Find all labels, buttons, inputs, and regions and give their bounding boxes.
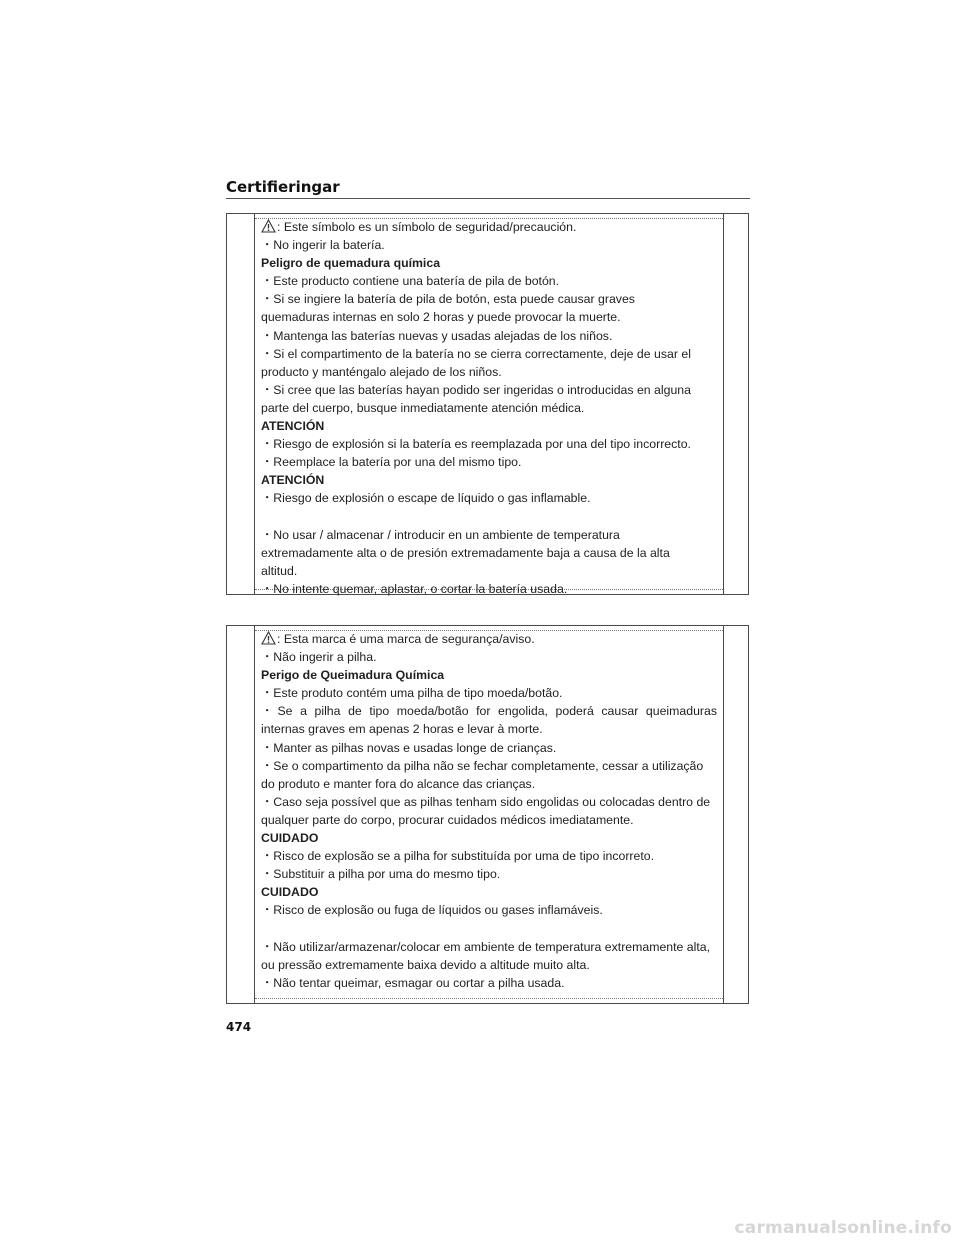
paragraph-gap [261,920,717,938]
section-divider [226,198,750,199]
text-line-content: extremadamente alta o de presión extremadamente baja a causa de la alta [261,545,670,560]
text-line-content: ・Riesgo de explosión si la batería es reemplazada por una del tipo incorrecto. [261,437,691,452]
text-line-content: ・Riesgo de explosión o escape de líquido o gas inflamable. [261,491,591,506]
warning-heading [261,829,717,847]
text-line-content: ATENCIÓN [261,419,325,434]
text-line-content: ・Este producto contiene una batería de pila de botón. [261,274,560,289]
text-line-content: ・Risco de explosão ou fuga de líquidos ou gases inflamáveis. [261,903,603,918]
paragraph-gap [261,508,717,526]
warning-triangle-icon [261,219,276,233]
text-line-content: ・Caso seja possível que as pilhas tenham sido engolidas ou colocadas dentro de [261,794,711,809]
text-line-content: do produto e manter fora do alcance das crianças. [261,776,536,791]
text-line-content: ・Este produto contém uma pilha de tipo moeda/botão. [261,686,563,701]
text-line-content: ou pressão extremamente baixa devido a altitude muito alta. [261,957,590,972]
warning-text-spanish [261,218,717,598]
text-line [261,272,717,290]
text-line [261,648,717,666]
text-line [261,218,717,236]
text-line [261,739,717,757]
text-line-content: qualquer parte do corpo, procurar cuidados médicos imediatamente. [261,812,634,827]
text-line-content: ・Risco de explosão se a pilha for substituída por uma de tipo incorreto. [261,849,655,864]
text-line-content: : Esta marca é uma marca de segurança/aviso. [277,632,535,646]
warning-box-portuguese [226,625,749,1004]
text-line-content: ・Se a pilha de tipo moeda/botão for engolida, poderá causar queimaduras [261,704,717,719]
text-line-content: : Este símbolo es un símbolo de seguridad/precaución. [277,220,577,234]
text-line-content: Perigo de Queimadura Química [261,668,445,683]
text-line [261,757,717,775]
text-line-content: ATENCIÓN [261,473,325,488]
text-line-content: ・Reemplace la batería por una del mismo tipo. [261,455,522,470]
text-line [261,399,717,417]
text-line-content: internas graves em apenas 2 horas e levar à morte. [261,722,543,737]
text-line [261,562,717,580]
text-line-content: CUIDADO [261,885,319,900]
text-line-content: ・Si el compartimento de la batería no se cierra correctamente, deje de usar el [261,346,691,361]
text-line [261,489,717,507]
text-line [261,580,717,598]
text-line [261,363,717,381]
text-line [261,345,717,363]
text-line [261,974,717,992]
text-line-content: quemaduras internas en solo 2 horas y puede provocar la muerte. [261,310,621,325]
text-line-content: ・Não tentar queimar, esmagar ou cortar a pilha usada. [261,975,565,990]
warning-triangle-icon [261,631,276,645]
text-line [261,775,717,793]
text-line [261,847,717,865]
warning-heading [261,666,717,684]
warning-heading [261,254,717,272]
warning-text-portuguese [261,630,717,992]
text-line [261,308,717,326]
text-line [261,290,717,308]
text-line [261,684,717,702]
warning-heading [261,471,717,489]
section-title: Certifieringar [226,178,340,196]
text-line [261,865,717,883]
text-line-content: ・Mantenga las baterías nuevas y usadas alejadas de los niños. [261,328,613,343]
page-number: 474 [226,1020,252,1034]
text-line [261,702,717,720]
text-line-content: CUIDADO [261,831,319,846]
text-line-content: Peligro de quemadura química [261,256,441,271]
text-line-content: ・Não ingerir a pilha. [261,650,377,665]
text-line [261,793,717,811]
text-line-content: parte del cuerpo, busque inmediatamente atención médica. [261,400,585,415]
text-line-content: ・Si cree que las baterías hayan podido ser ingeridas o introducidas en alguna [261,382,691,397]
text-line [261,720,717,738]
text-line [261,630,717,648]
text-line-content: producto y manténgalo alejado de los niños. [261,364,502,379]
text-line [261,327,717,345]
warning-heading [261,883,717,901]
text-line-content: altitud. [261,563,298,578]
text-line [261,236,717,254]
text-line-content: ・No intente quemar, aplastar, o cortar la batería usada. [261,581,568,596]
text-line-content: ・No ingerir la batería. [261,238,385,253]
text-line-content: ・Si se ingiere la batería de pila de botón, esta puede causar graves [261,292,635,307]
text-line [261,938,717,956]
watermark: carmanualsonline.info [734,1218,952,1238]
warning-box-spanish [226,213,749,595]
text-line [261,544,717,562]
text-line-content: ・Se o compartimento da pilha não se fechar completamente, cessar a utilização [261,758,704,773]
text-line-content: ・Substituir a pilha por uma do mesmo tipo. [261,867,501,882]
text-line [261,435,717,453]
text-line [261,453,717,471]
text-line [261,811,717,829]
warning-heading [261,417,717,435]
text-line [261,526,717,544]
text-line [261,381,717,399]
text-line-content: ・Manter as pilhas novas e usadas longe de crianças. [261,740,557,755]
text-line [261,901,717,919]
text-line-content: ・Não utilizar/armazenar/colocar em ambiente de temperatura extremamente alta, [261,939,711,954]
text-line-content: ・No usar / almacenar / introducir en un ambiente de temperatura [261,527,620,542]
text-line [261,956,717,974]
